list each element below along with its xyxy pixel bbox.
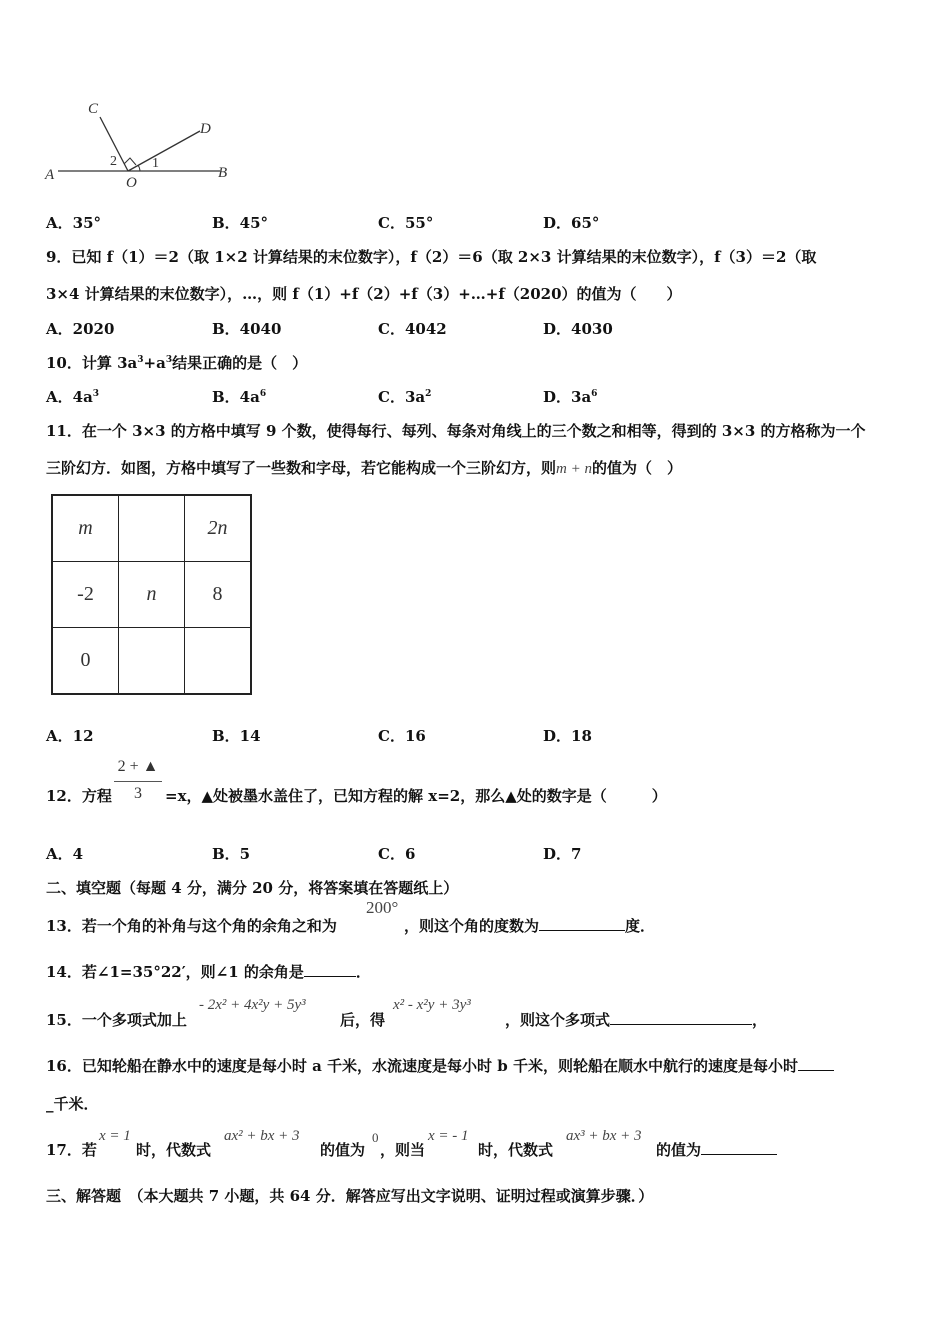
q13-suffix: ，则这个角的度数为 度． [404, 917, 656, 935]
q11-option-b[interactable]: B．14 [212, 727, 261, 745]
q17-m4: x = - 1 [428, 1128, 469, 1144]
q10-option-c[interactable]: C．$3a^2$ [378, 388, 432, 406]
grid-cell: n [119, 562, 185, 628]
q16-line2: _千米． [46, 1095, 99, 1113]
q12-numerator: 2 + ▲ [117, 758, 159, 775]
q12-option-a[interactable]: A．4 [46, 845, 84, 863]
label-B: B [218, 165, 228, 181]
q8-option-d[interactable]: D．65° [543, 214, 600, 232]
q12-option-c[interactable]: C．6 [378, 845, 416, 863]
q16-line1: 16．已知轮船在静水中的速度是每小时 a 千米，水流速度是每小时 b 千米，则轮船在顺水中航行的速度是每小时 [46, 1055, 834, 1076]
q8-option-c[interactable]: C．55° [378, 214, 434, 232]
grid-cell [119, 495, 185, 562]
q16-blank[interactable] [798, 1056, 834, 1071]
q15-expr2: x² - x²y + 3y³ [393, 997, 471, 1013]
q12-prefix: 12．方程 [46, 787, 112, 805]
q10-option-b[interactable]: B．$4a^6$ [212, 388, 267, 406]
q11-option-d[interactable]: D．18 [543, 727, 592, 745]
q12-option-d[interactable]: D．7 [543, 845, 582, 863]
grid-cell [185, 628, 252, 695]
q8-option-a[interactable]: A．35° [46, 214, 102, 232]
grid-cell: -2 [52, 562, 119, 628]
magic-square-grid [51, 494, 252, 695]
label-C: C [88, 101, 99, 117]
q17-m2: ax² + bx + 3 [224, 1128, 300, 1144]
section3-heading: 三、解答题 （本大题共 7 小题，共 64 分．解答应写出文字说明、证明过程或演算步骤．） [46, 1187, 654, 1205]
grid-cell: 0 [52, 628, 119, 695]
q12-option-b[interactable]: B．5 [212, 845, 251, 863]
q8-option-b[interactable]: B．45° [212, 214, 269, 232]
q9-line2: 3×4 计算结果的末位数字），…，则 f（1）+f（2）+f（3）+…+f（2020）的值为（ ） [46, 285, 682, 303]
q14-question: 14．若∠1=35°22′，则∠1 的余角是 ． [46, 963, 371, 981]
q15-mid: 后，得 [340, 1011, 386, 1029]
grid-cell: 8 [185, 562, 252, 628]
q9-line1: 9．已知 f（1）＝2（取 1×2 计算结果的末位数字），f（2）＝6（取 2×3 计算结果的末位数字），f（3）＝2（取 [46, 248, 817, 266]
fraction-bar [114, 781, 162, 782]
q17-m3: 0 [372, 1130, 379, 1145]
q17-p3: 的值为 [320, 1141, 366, 1159]
q15-suffix: ，则这个多项式 ， [505, 1011, 768, 1029]
q11-option-c[interactable]: C．16 [378, 727, 426, 745]
q15-prefix: 15．一个多项式加上 [46, 1011, 187, 1029]
section2-heading: 二、填空题（每题 4 分，满分 20 分，将答案填在答题纸上） [46, 879, 459, 897]
q9-option-c[interactable]: C．4042 [378, 320, 447, 338]
q15-blank[interactable] [610, 1010, 752, 1025]
q12-suffix: =x，▲处被墨水盖住了，已知方程的解 x=2，那么▲处的数字是（ ） [165, 787, 667, 805]
q11-option-a[interactable]: A．12 [46, 727, 94, 745]
grid-cell [119, 628, 185, 695]
q10-sup1: 3 [137, 355, 144, 365]
q14-blank[interactable] [304, 962, 356, 977]
q13-blank[interactable] [539, 916, 625, 931]
q10-suffix: 结果正确的是（ ） [172, 354, 308, 372]
q17-p5: 时，代数式 [478, 1141, 554, 1159]
q15-expr1: - 2x² + 4x²y + 5y³ [199, 997, 306, 1013]
q17-p1: 17．若 [46, 1141, 97, 1159]
q13-prefix: 13．若一个角的补角与这个角的余角之和为 [46, 917, 337, 935]
label-2: 2 [110, 154, 117, 169]
q17-p4: ，则当 [380, 1141, 426, 1159]
q10-mid: +a [143, 354, 166, 372]
q11-math: m + n [556, 461, 592, 477]
q11-line1: 11．在一个 3×3 的方格中填写 9 个数，使得每行、每列、每条对角线上的三个数之和相等，得到的 3×3 的方格称为一个 [46, 422, 866, 440]
q11-line2: 三阶幻方．如图，方格中填写了一些数和字母，若它能构成一个三阶幻方，则m + n的值为（ ） [46, 459, 682, 477]
q10-option-a[interactable]: A．$4a^3$ [46, 388, 100, 406]
q17-p2: 时，代数式 [136, 1141, 212, 1159]
q17-m1: x = 1 [99, 1128, 131, 1144]
q9-option-a[interactable]: A．2020 [46, 320, 115, 338]
q9-option-b[interactable]: B．4040 [212, 320, 282, 338]
q17-p6: 的值为 [656, 1139, 777, 1160]
q10-question [46, 352, 307, 373]
label-D: D [200, 121, 211, 137]
q10-option-d[interactable]: D．$3a^6$ [543, 388, 598, 406]
q12-denominator: 3 [134, 785, 142, 802]
grid-cell: 2n [185, 495, 252, 562]
grid-cell: m [52, 495, 119, 562]
label-1: 1 [152, 156, 159, 171]
q17-m5: ax³ + bx + 3 [566, 1128, 642, 1144]
q10-prefix: 10．计算 3a [46, 354, 138, 372]
angle-figure [40, 95, 240, 195]
q13-math: 200° [366, 898, 399, 917]
label-O: O [126, 175, 137, 191]
q9-option-d[interactable]: D．4030 [543, 320, 613, 338]
label-A: A [45, 167, 55, 183]
q10-sup2: 3 [165, 355, 173, 365]
q17-blank[interactable] [701, 1140, 777, 1155]
